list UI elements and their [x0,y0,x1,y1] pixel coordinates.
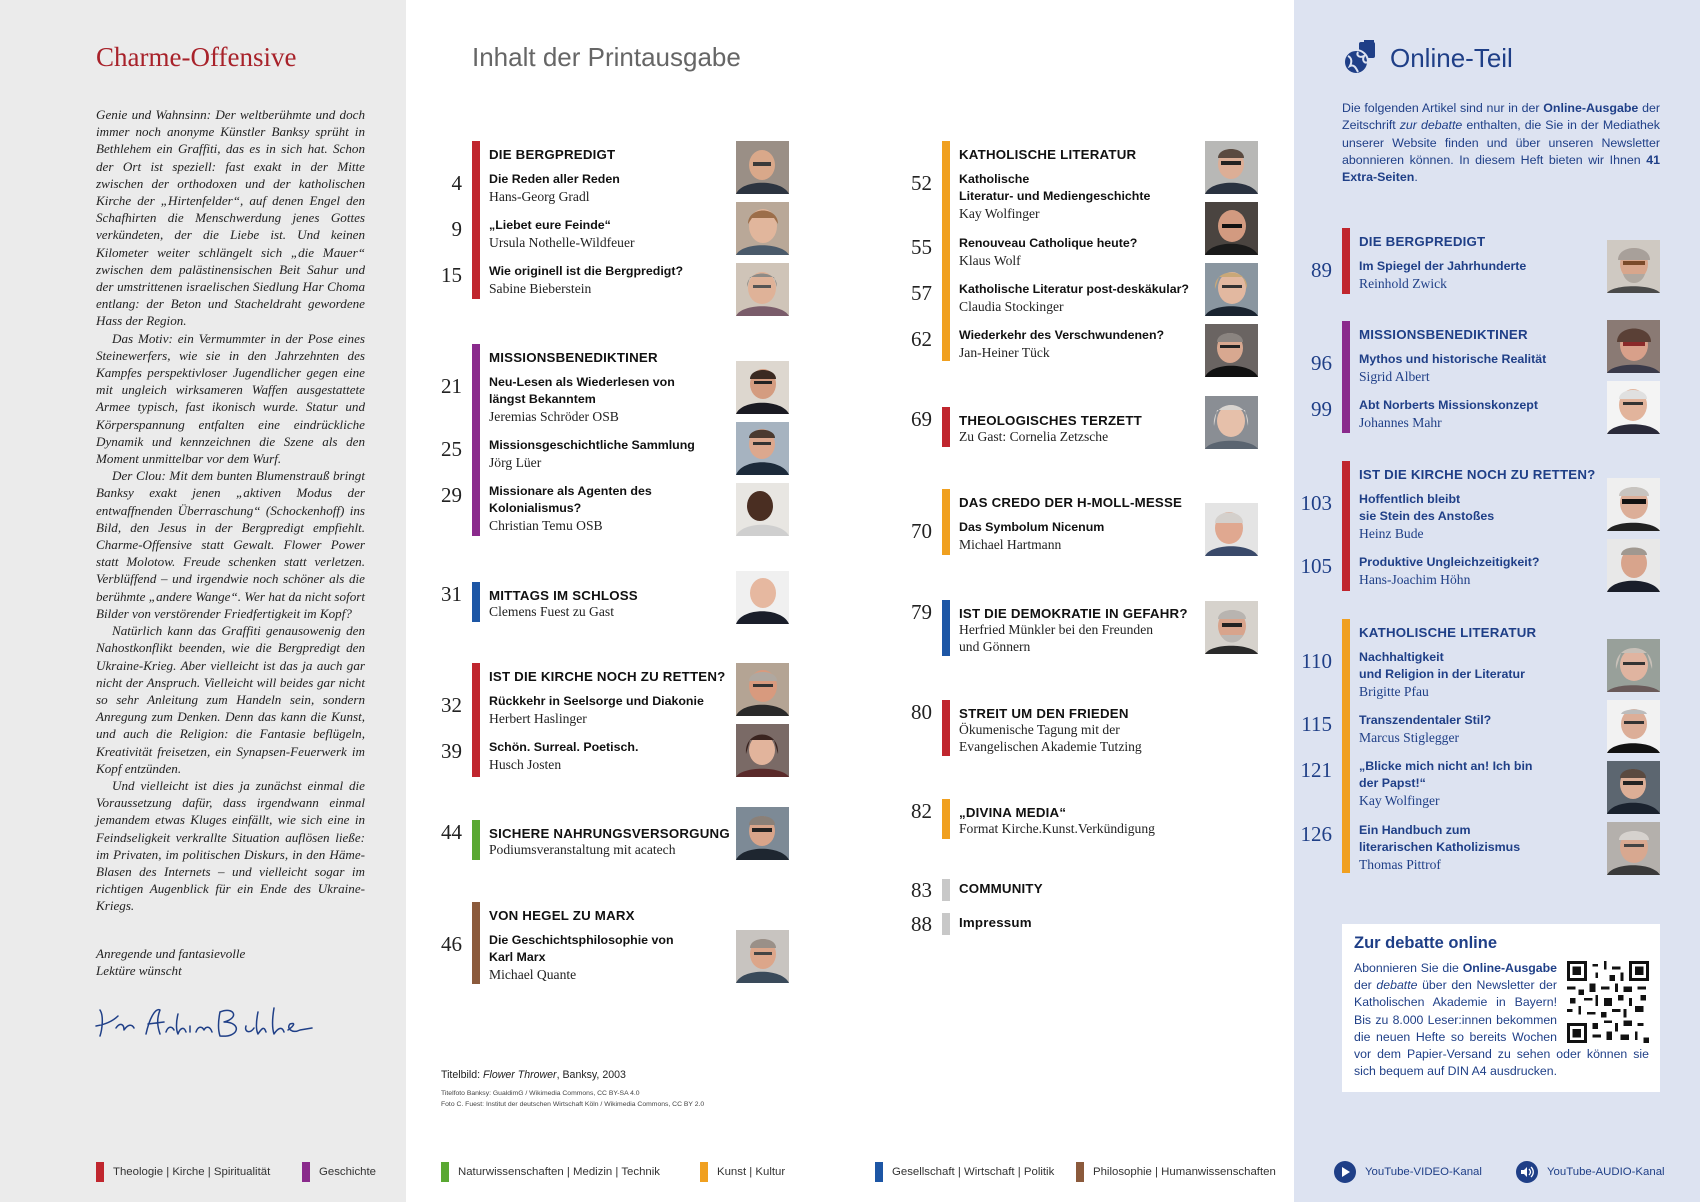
author-photo [736,422,789,475]
cover-credit [441,1069,704,1081]
author-photo [736,930,789,983]
section-color-bar [942,913,950,935]
article-title: längst Bekanntem [489,392,596,406]
section-subtitle: und Gönnern [959,639,1031,654]
online-intro [1342,100,1660,186]
author-photo [736,807,789,860]
page-number: 62 [911,327,932,351]
article-author: Sabine Bieberstein [489,281,592,296]
author-photo [736,202,789,255]
article-title: Wie originell ist die Bergpredigt? [489,264,684,278]
youtube-video-link[interactable] [1334,1161,1482,1183]
toc-section[interactable] [911,912,1262,936]
section-heading: COMMUNITY [959,881,1043,896]
intro-text: enthalten, die Sie in der Mediathek unserer Website finden und über unseren Newsletter abonnieren können. In diesem Heft bieten wir Ihnen [1342,118,1660,167]
photo-credit: Foto C. Fuest: Institut der deutschen Wirtschaft Köln / Wikimedia Commons, CC BY 2.0 [441,1101,705,1108]
intro-italic: zur debatte [1399,118,1463,133]
section-heading: DIE BERGPREDIGT [489,147,616,162]
section-subtitle: Podiumsveranstaltung mit acatech [489,842,676,857]
page-number: 70 [911,519,932,543]
page-number: 121 [1300,758,1332,782]
toc-entry[interactable] [489,739,729,773]
author-photo [1607,240,1660,293]
globe-icon [1342,40,1378,76]
toc-entry[interactable] [489,263,729,297]
legend-item [700,1162,785,1182]
toc-entry[interactable] [959,281,1199,315]
section-color-bar [942,407,950,447]
page-number: 88 [911,912,932,936]
legend-swatch [441,1162,449,1182]
author-photo [736,141,789,194]
article-author: Michael Hartmann [959,537,1062,552]
section-heading: STREIT UM DEN FRIEDEN [959,706,1129,721]
section-color-bar [472,663,480,777]
section-subtitle: Evangelischen Akademie Tutzing [959,739,1142,754]
toc-entry[interactable] [959,235,1199,269]
page-number: 39 [441,739,462,763]
section-color-bar [472,582,480,622]
page-number: 126 [1300,822,1332,846]
box-bold: Online-Ausgabe [1462,961,1557,975]
section-color-bar [942,799,950,839]
article-author: Hans-Joachim Höhn [1359,572,1471,587]
legend-swatch [1076,1162,1084,1182]
legend-item [1076,1162,1276,1182]
online-subscription-box [1342,924,1660,1092]
section-color-bar [1342,461,1350,591]
toc-entry[interactable] [489,437,729,471]
online-entry[interactable] [1359,397,1599,431]
section-subtitle: Ökumenische Tagung mit der [959,722,1120,737]
section-heading: VON HEGEL ZU MARX [489,908,635,923]
section-color-bar [472,820,480,860]
youtube-audio-link[interactable] [1516,1161,1665,1183]
author-photo [736,663,789,716]
section-heading: DAS CREDO DER H-MOLL-MESSE [959,495,1183,510]
intro-text: . [1414,170,1418,185]
section-color-bar [942,879,950,901]
page-number: 9 [451,217,462,241]
author-photo [1205,503,1258,556]
section-color-bar [942,489,950,555]
intro-text: der Zeitschrift [1342,101,1660,133]
section-color-bar [942,600,950,656]
toc-entry[interactable] [489,374,729,425]
article-title: sie Stein des Anstoßes [1359,509,1495,523]
section-heading: „DIVINA MEDIA“ [959,805,1067,820]
legend-item [875,1162,1054,1182]
intro-text: Die folgenden Artikel sind nur in der [1342,101,1544,115]
author-photo [1607,381,1660,434]
section-heading: KATHOLISCHE LITERATUR [1359,625,1537,640]
section-heading: Impressum [959,915,1032,930]
article-title: Missionsgeschichtliche Sammlung [489,438,695,452]
section-heading: IST DIE KIRCHE NOCH ZU RETTEN? [489,669,726,684]
toc-entry[interactable] [489,217,729,251]
page-number: 89 [1311,258,1332,282]
page-number: 99 [1311,397,1332,421]
credit-title: Flower Thrower [483,1069,557,1081]
page-number: 32 [441,693,462,717]
section-subtitle: Herfried Münkler bei den Freunden [959,622,1154,637]
online-entry[interactable] [1359,258,1599,292]
page-number: 103 [1300,491,1332,515]
article-author: Marcus Stiglegger [1359,730,1460,745]
article-title: Wiederkehr des Verschwundenen? [959,328,1165,342]
page-number: 110 [1301,649,1332,673]
article-title: Neu-Lesen als Wiederlesen von [489,375,675,389]
section-subtitle: Zu Gast: Cornelia Zetzsche [959,429,1109,444]
box-italic: debatte [1376,978,1418,993]
page-number: 29 [441,483,462,507]
article-title: literarischen Katholizismus [1359,840,1521,854]
section-heading: IST DIE DEMOKRATIE IN GEFAHR? [959,606,1188,621]
page-number: 105 [1300,554,1332,578]
print-contents-title: Inhalt der Printausgabe [472,42,741,72]
page-number: 4 [451,171,462,195]
section-color-bar [1342,228,1350,294]
online-entry[interactable] [1359,491,1599,542]
article-author: Thomas Pittrof [1359,857,1441,872]
editorial-title: Charme-Offensive [96,42,297,72]
article-title: Rückkehr in Seelsorge und Diakonie [489,694,704,708]
article-author: Ursula Nothelle-Wildfeuer [489,235,635,250]
author-photo [1607,539,1660,592]
online-entry[interactable] [1359,649,1599,700]
article-author: Heinz Bude [1359,526,1424,541]
article-title: Ein Handbuch zum [1359,823,1471,837]
toc-section[interactable] [911,799,1262,839]
editorial-paragraph: Das Motiv: ein Vermummter in der Pose eines Steinewerfers, wie sie in den Jahrzehnten des Kampfes perspektivloser Jugendlicher gegen eine mit ungleich wirksameren Waffen ausgestattete Armee typisch, fast ikonisch wurde. Statur und Körperspannung entfalten eine eindrückliche Dynamik und kennzeichnen die Szene als den Moment unmittelbar vor dem Wurf. [96,330,365,467]
article-author: Sigrid Albert [1359,369,1430,384]
page-number: 80 [911,700,932,724]
article-title: Das Symbolum Nicenum [959,520,1105,534]
toc-entry[interactable] [489,171,729,205]
credit-rest: , Banksy, 2003 [556,1069,626,1081]
section-color-bar [942,700,950,756]
section-color-bar [472,141,480,299]
page-number: 69 [911,407,932,431]
article-title: Literatur- und Mediengeschichte [959,189,1151,203]
legend-item [302,1162,376,1182]
intro-bold: 41 Extra-Seiten [1342,152,1660,185]
page-number: 55 [911,235,932,259]
box-text: Abonnieren Sie die [1354,961,1463,975]
article-author: Kay Wolfinger [959,206,1040,221]
author-photo [1607,639,1660,692]
article-author: Husch Josten [489,757,562,772]
article-author: Jeremias Schröder OSB [489,409,619,424]
image-credits [441,1069,704,1110]
article-title: Mythos und historische Realität [1359,352,1547,366]
article-title: Die Geschichtsphilosophie von [489,933,674,947]
author-photo [1205,263,1258,316]
article-author: Johannes Mahr [1359,415,1442,430]
article-author: Christian Temu OSB [489,518,603,533]
online-box-title: Zur debatte online [1354,934,1498,952]
author-photo [1205,202,1258,255]
article-title: und Religion in der Literatur [1359,667,1525,681]
article-title: Katholische [959,172,1030,186]
legend-item [441,1162,660,1182]
article-title: „Liebet eure Feinde“ [489,218,611,232]
article-title: Schön. Surreal. Poetisch. [489,740,639,754]
article-author: Claudia Stockinger [959,299,1064,314]
legend-swatch [96,1162,104,1182]
section-color-bar [942,141,950,361]
author-photo [1205,396,1258,449]
article-title: Die Reden aller Reden [489,172,620,186]
legend-label: Naturwissenschaften | Medizin | Technik [458,1166,660,1178]
editorial-closing [96,945,245,979]
article-author: Jörg Lüer [489,455,542,470]
article-author: Klaus Wolf [959,253,1021,268]
article-author: Hans-Georg Gradl [489,189,590,204]
toc-entry[interactable] [959,327,1199,361]
editorial-text [96,106,365,915]
article-title: Kolonialismus? [489,501,582,515]
author-photo [1607,320,1660,373]
box-text: über den Newsletter der Katholischen Akademie in Bayern! Bis zu 8.000 Leser:innen bekommen die neuen Hefte so bereits Wochen vor dem Papier-Versand zu sehen oder können sie sich bequem auf DIN A4 ausdrucken. [1354,978,1649,1079]
section-heading: MITTAGS IM SCHLOSS [489,588,638,603]
section-subtitle: Format Kirche.Kunst.Verkündigung [959,821,1155,836]
page-number: 115 [1301,712,1332,736]
online-entry[interactable] [1359,758,1599,809]
closing-line: Lektüre wünscht [96,963,182,979]
article-title: Abt Norberts Missionskonzept [1359,398,1538,412]
legend-label: Geschichte [319,1166,376,1178]
section-color-bar [472,344,480,536]
legend-swatch [875,1162,883,1182]
youtube-video-label: YouTube-VIDEO-Kanal [1365,1166,1482,1178]
article-title: Nachhaltigkeit [1359,650,1444,664]
legend-label: Gesellschaft | Wirtschaft | Politik [892,1166,1055,1178]
article-author: Jan-Heiner Tück [959,345,1050,360]
legend-item [96,1162,270,1182]
legend-label: Kunst | Kultur [717,1166,786,1178]
article-title: Katholische Literatur post-deskäkular? [959,282,1189,296]
article-author: Herbert Haslinger [489,711,587,726]
article-title: „Blicke mich nicht an! Ich bin [1359,759,1533,773]
page-number: 82 [911,799,932,823]
toc-entry[interactable] [959,519,1199,553]
section-heading: THEOLOGISCHES TERZETT [959,413,1142,428]
play-icon [1334,1161,1356,1183]
page-number: 44 [441,820,462,844]
section-color-bar [1342,321,1350,433]
page-number: 96 [1311,351,1332,375]
speaker-icon [1516,1161,1538,1183]
article-title: Renouveau Catholique heute? [959,236,1138,250]
editorial-paragraph: Der Clou: Mit dem bunten Blumenstrauß bringt Banksy exakt jenen „aktiven Modus der entwaffnenden Überraschung“ (Schockenhoff) ins Bild, den Jesus in der Bergpredigt empfiehlt. Charme-Offensive statt Gewalt. Flower Power statt Molotow. Freude schenken statt verletzen. Verblüffend – und irgendwie noch schöner als die berühmte „andere Wange“. Wer hat da nicht sofort Bilder von verstörender Friedfertigkeit im Kopf? [96,468,365,621]
section-heading: IST DIE KIRCHE NOCH ZU RETTEN? [1359,467,1596,482]
author-photo [1607,822,1660,875]
author-photo [736,263,789,316]
section-heading: DIE BERGPREDIGT [1359,234,1486,249]
page-number: 46 [441,932,462,956]
section-color-bar [1342,619,1350,873]
toc-entry[interactable] [489,932,729,983]
section-heading: KATHOLISCHE LITERATUR [959,147,1137,162]
online-entry[interactable] [1359,822,1599,873]
editorial-paragraph: Und vielleicht ist dies ja zunächst einmal die Voraussetzung dafür, dass irgendwann einmal jemandem etwas Kluges einfällt, wie sich eine in Feindseligkeit verkrallte Situation auflösen ließe: im Privaten, im politischen Diskurs, in den Häme-Blasen des Internets – und vielleicht sogar im richtigen Augenblick für ein Ende des Ukraine-Kriegs. [96,777,365,914]
legend-label: Theologie | Kirche | Spiritualität [113,1166,271,1178]
online-entry[interactable] [1359,554,1599,588]
author-photo [736,483,789,536]
article-author: Michael Quante [489,967,577,982]
article-title: Missionare als Agenten des [489,484,652,498]
toc-section[interactable] [911,878,1262,902]
section-heading: MISSIONSBENEDIKTINER [489,350,658,365]
toc-section[interactable] [911,700,1262,756]
page-number: 83 [911,878,932,902]
editorial-paragraph: Genie und Wahnsinn: Der weltberühmte und doch immer noch anonyme Künstler Banksy sprüht in Bethlehem ein Graffiti, das es in sich hat. Schon der Ort ist speziell: fast exakt in der Mitte zwischen der orthodoxen und der katholischen Kirche der „Hirtenfelder“, auf denen Engel den Schafhirten die Menschwerdung jenes Gottes verkündeten, der die Liebe ist. Und keinen Kilometer weiter schlängelt sich „die Mauer“ zwischen dem palästinensischen Beit Sahur und der umstrittenen israelischen Siedlung Har Choma entlang: der Beton und Stacheldraht gewordene Hass der Region. [96,107,365,329]
article-title: Karl Marx [489,950,546,964]
qr-code[interactable] [1567,960,1649,1044]
author-photo [1607,478,1660,531]
article-title: der Papst!“ [1359,776,1426,790]
author-photo [1205,141,1258,194]
youtube-audio-label: YouTube-AUDIO-Kanal [1547,1166,1665,1178]
closing-line: Anregende und fantasievolle [96,946,246,961]
author-photo [1607,761,1660,814]
page-number: 15 [441,263,462,287]
online-entry[interactable] [1359,712,1599,746]
author-photo [1205,324,1258,377]
page-number: 31 [441,582,462,606]
legend-label: Philosophie | Humanwissenschaften [1093,1166,1276,1178]
section-heading: MISSIONSBENEDIKTINER [1359,327,1528,342]
article-title: Produktive Ungleichzeitigkeit? [1359,555,1540,569]
section-subtitle: Clemens Fuest zu Gast [489,604,614,619]
article-author: Kay Wolfinger [1359,793,1440,808]
online-entry[interactable] [1359,351,1599,385]
legend-swatch [302,1162,310,1182]
box-text: der [1354,978,1377,993]
signature [94,998,314,1048]
page-number: 52 [911,171,932,195]
author-photo [736,571,789,624]
article-author: Brigitte Pfau [1359,684,1429,699]
toc-entry[interactable] [489,693,729,727]
page-number: 21 [441,374,462,398]
intro-bold: Online-Ausgabe [1543,101,1639,115]
author-photo [736,361,789,414]
editorial-paragraph: Natürlich kann das Graffiti genausowenig den Nahostkonflikt beenden, wie die Bergpredigt den Ukraine-Krieg. Aber vielleicht ist das ja auch gar nicht der Anspruch. Vielleicht will beides gar nicht so sehr Anleitung zum Handeln sein, sondern Anregung zum Denken. Denn das kann die Kunst, und auch die Religion: die Fantasie beflügeln, Kreativität freisetzen, ein Synapsen-Feuerwerk im Kopf entzünden. [96,623,365,776]
author-photo [1607,700,1660,753]
section-heading: SICHERE NAHRUNGSVERSORGUNG [489,826,730,841]
credit-label: Titelbild: [441,1069,483,1081]
legend-swatch [700,1162,708,1182]
page-number: 57 [911,281,932,305]
article-title: Hoffentlich bleibt [1359,492,1461,506]
article-author: Reinhold Zwick [1359,276,1447,291]
page-number: 79 [911,600,932,624]
online-title: Online-Teil [1390,43,1513,73]
online-box-text [1354,960,1649,1080]
section-color-bar [472,902,480,984]
author-photo [1205,601,1258,654]
photo-credit: Titelfoto Banksy: GualdimG / Wikimedia Commons, CC BY-SA 4.0 [441,1090,640,1097]
toc-entry[interactable] [959,171,1199,222]
author-photo [736,724,789,777]
article-title: Im Spiegel der Jahrhunderte [1359,259,1527,273]
page-number: 25 [441,437,462,461]
toc-entry[interactable] [489,483,729,534]
article-title: Transzendentaler Stil? [1359,713,1492,727]
